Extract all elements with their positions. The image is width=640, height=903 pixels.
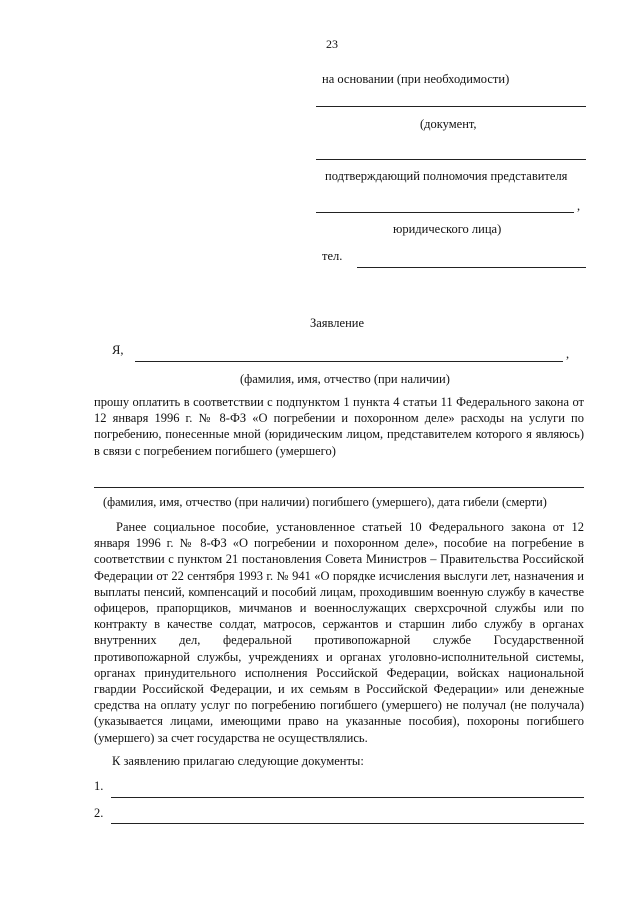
- basis-line[interactable]: [316, 106, 586, 107]
- basis-label: на основании (при необходимости): [322, 72, 510, 86]
- deceased-line[interactable]: [94, 487, 584, 488]
- attachment-number-1: 1.: [94, 779, 104, 793]
- request-paragraph: прошу оплатить в соответствии с подпунктом 1 пункта 4 статьи 11 Федерального закона от 12 января 1996 г. № 8-ФЗ «О погребении и похоронном деле» расходы на услуги по погребению, понесенные мной (юридическим лицом, представителем которого я являюсь) в связи с погребением погибшего (умершего): [94, 395, 584, 458]
- attachments-intro: К заявлению прилагаю следующие документы:: [112, 754, 364, 768]
- attachment-line-2[interactable]: [111, 823, 584, 824]
- tel-label: тел.: [322, 249, 343, 263]
- legal-entity-label: юридического лица): [393, 222, 502, 236]
- tel-line[interactable]: [357, 267, 586, 268]
- attachment-line-1[interactable]: [111, 797, 584, 798]
- confirming-label: подтверждающий полномочия представителя: [325, 169, 568, 183]
- representative-comma: ,: [577, 199, 581, 213]
- deceased-caption: (фамилия, имя, отчество (при наличии) погибшего (умершего), дата гибели (смерти): [103, 495, 547, 509]
- applicant-comma: ,: [566, 347, 570, 361]
- applicant-caption: (фамилия, имя, отчество (при наличии): [240, 372, 450, 386]
- applicant-name-line[interactable]: [135, 361, 563, 362]
- representative-line[interactable]: [316, 212, 574, 213]
- document-label: (документ,: [420, 117, 477, 131]
- page-number: 23: [326, 37, 338, 51]
- document-title: Заявление: [310, 316, 365, 330]
- document-line[interactable]: [316, 159, 586, 160]
- attachment-number-2: 2.: [94, 806, 104, 820]
- applicant-ya: Я,: [112, 343, 124, 357]
- prior-benefit-paragraph: Ранее социальное пособие, установленное статьей 10 Федерального закона от 12 января 1996 г. № 8-ФЗ «О погребении и похоронном деле», пособие на погребение в соответствии с пунктом 21 постановления Совета Министров – Правительства Российской Федерации от 22 сентября 1993 г. № 941 «О порядке исчисления выслуги лет, назначения и выплаты пенсий, компенсаций и пособий лицам, проходившим военную службу в качестве офицеров, прапорщиков, мичманов и военнослужащих сверхсрочной службы или по контракту в качестве солдат, матросов, сержантов и старшин либо службу в органах внутренних дел, федеральной противопожарной службе Государственной противопожарной службы, учреждениях и органах уголовно-исполнительной системы, органах принудительного исполнения Российской Федерации, войсках национальной гвардии Российской Федерации, и их семьям в Российской Федерации» или денежные средства на оплату услуг по погребению погибшего (умершего) не получал (не получала) (указывается лицами, имеющими право на указанные пособия), похороны погибшего (умершего) за счет государства не осуществлялись.: [94, 520, 584, 745]
